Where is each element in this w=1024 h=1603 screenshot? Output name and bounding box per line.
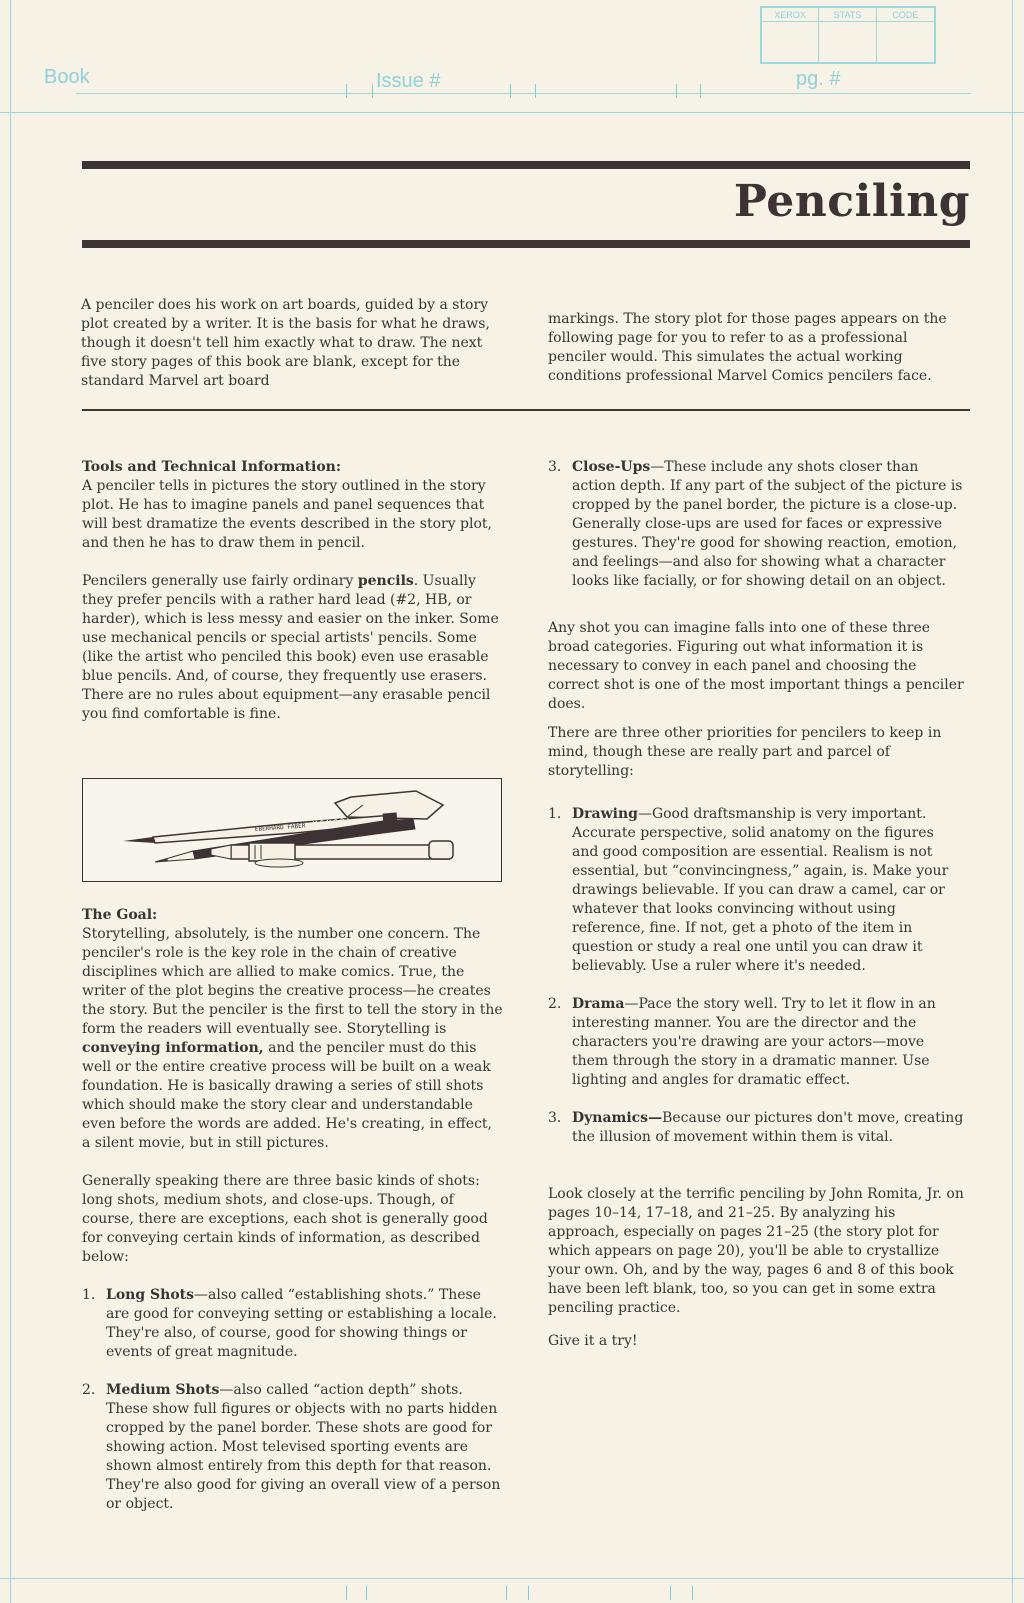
board-header-line [76,93,971,94]
board-tick [372,84,373,98]
long-shots-term: Long Shots [106,1287,194,1303]
pencil-brand-text: EBERHARD FABER [254,822,306,833]
goal-section [82,906,504,1514]
list-item: 2. Drama—Pace the story well. Try to let it flow in an interesting manner. You are the director and the characters you're drawing are your actors—move them through the story in a dramatic manner. Use lighting and angles for dramatic effect. [548,996,936,1088]
board-tick [692,1586,693,1600]
list-item: 2. Medium Shots—also called “action depth” shots. These show full figures or objects with no parts hidden cropped by the panel border. These shots are good for showing action. Most televised sporting events are shown almost entirely from this depth for that reason. They're also good for giving an overall view of a person or object. [82,1382,501,1512]
pencils-illustration [82,778,502,882]
stats-header: STATS [819,8,876,22]
goal-paragraph-1a: Storytelling, absolutely, is the number one concern. The penciler's role is the key role in the chain of creative disciplines which are allied to make comics. True, the writer of the plot begins the creative process—he creates the story. But the penciler is the first to tell the story in the form the readers will eventually see. Storytelling is [82,926,503,1037]
goal-paragraph-1b: and the penciler must do this well or the entire creative process will be built on a weak foundation. He is basically drawing a series of still shots which should make the story clear and understandable even before the words are added. He's creating, in effect, a silent movie, but in still pictures. [82,1040,493,1151]
intro-left: A penciler does his work on art boards, guided by a story plot created by a writer. It is the basis for what he draws, though it doesn't tell him exactly what to draw. The next five story pages of this book are blank, except for the standard Marvel art board [81,297,490,389]
board-tick [670,1586,671,1600]
page-number-label: pg. # [796,68,841,90]
right-paragraph-2: There are three other priorities for pencilers to keep in mind, though these are really part and parcel of storytelling: [548,725,942,779]
pencils-drawing [83,779,500,880]
close-ups-term: Close-Ups [572,459,651,475]
shot-types-list [82,1286,504,1514]
board-guide-right [1012,0,1013,1603]
tools-pencils-term: pencils [357,573,414,589]
board-tick [510,84,511,98]
code-header: CODE [877,8,934,22]
page-title: Penciling [733,176,970,227]
drawing-term: Drawing [572,806,638,822]
title-bar-top [82,161,970,169]
title-bar-bottom [82,240,970,248]
board-guide-left [10,0,11,1603]
board-tick [700,84,701,98]
xerox-header: XEROX [762,8,819,22]
board-tick [506,1586,507,1600]
drama-term: Drama [572,996,625,1012]
board-guide-top [0,112,1024,113]
close-ups-list [548,458,964,591]
goal-heading: The Goal: [82,907,158,923]
intro-divider [82,409,970,411]
tools-paragraph-2a: Pencilers generally use fairly ordinary [82,573,358,589]
book-label: Book [44,66,90,88]
production-stamp-box [760,6,936,64]
xerox-cell [762,22,819,62]
medium-shots-term: Medium Shots [106,1382,220,1398]
list-item: 3. Close-Ups—These include any shots closer than action depth. If any part of the subject of the picture is cropped by the panel border, the picture is a close-up. Generally close-ups are used for faces or expressive gestures. They're good for showing reaction, emotion, and feelings—and also for showing what a character looks like facially, or for showing detail on an object. [548,459,963,589]
board-guide-bottom [0,1578,1024,1579]
list-item: 1. Long Shots—also called “establishing shots.” These are good for conveying setting or establishing a locale. They're also, of course, good for showing things or events of great magnitude. [82,1287,497,1360]
board-tick [528,1586,529,1600]
priorities-list [548,805,964,1147]
tools-paragraph-2b: . Usually they prefer pencils with a rather hard lead (#2, HB, or harder), which is less messy and easier on the inker. Some use mechanical pencils or special artists' pencils. Some (like the artist who penciled this book) even use erasable blue pencils. And, of course, they frequently use erasers. There are no rules about equipment—any erasable pencil you find comfortable is fine. [82,573,499,722]
goal-paragraph-2: Generally speaking there are three basic kinds of shots: long shots, medium shots, and close-ups. Though, of course, there are exceptions, each shot is generally good for conveying certain kinds of information, as described below: [82,1173,488,1265]
tools-section [82,458,502,724]
board-tick [676,84,677,98]
issue-label: Issue # [376,70,441,92]
dynamics-term: Dynamics— [572,1110,663,1126]
intro-right: markings. The story plot for those pages appears on the following page for you to refer to as a professional penciler would. This simulates the actual working conditions professional Marvel Comics pencilers face. [548,311,947,384]
board-tick [346,84,347,98]
list-item: 3. Dynamics—Because our pictures don't move, creating the illusion of movement within them is vital. [548,1110,964,1145]
board-tick [535,84,536,98]
stats-cell [819,22,876,62]
board-tick [346,1586,347,1600]
signoff: Give it a try! [548,1333,638,1349]
tools-paragraph-1: A penciler tells in pictures the story outlined in the story plot. He has to imagine panels and panel sequences that will best dramatize the events described in the story plot, and then he has to draw them in pencil. [82,478,493,551]
right-paragraph-1: Any shot you can imagine falls into one of these three broad categories. Figuring out what information it is necessary to convey in each panel and choosing the correct shot is one of the most important things a penciler does. [548,620,964,712]
code-cell [877,22,934,62]
board-tick [366,1586,367,1600]
tools-heading: Tools and Technical Information: [82,459,341,475]
goal-conveying-term: conveying information, [82,1040,264,1056]
list-item: 1. Drawing—Good draftsmanship is very important. Accurate perspective, solid anatomy on the figures and good composition are essential. Realism is not essential, but “convincingness,” again, is. Make your drawings believable. If you can draw a camel, car or whatever that looks convincing without using reference, fine. If not, get a photo of the item in question or study a real one until you can draw it believably. Use a ruler where it's needed. [548,806,949,974]
closing-paragraph: Look closely at the terrific penciling by John Romita, Jr. on pages 10–14, 17–18, and 21–25. By analyzing his approach, especially on pages 21–25 (the story plot for which appears on page 20), you'll be able to crystallize your own. Oh, and by the way, pages 6 and 8 of this book have been left blank, too, so you can get in some extra penciling practice. [548,1186,964,1316]
right-column [548,458,964,1351]
pencil-name-text: MONGOL [312,816,354,829]
